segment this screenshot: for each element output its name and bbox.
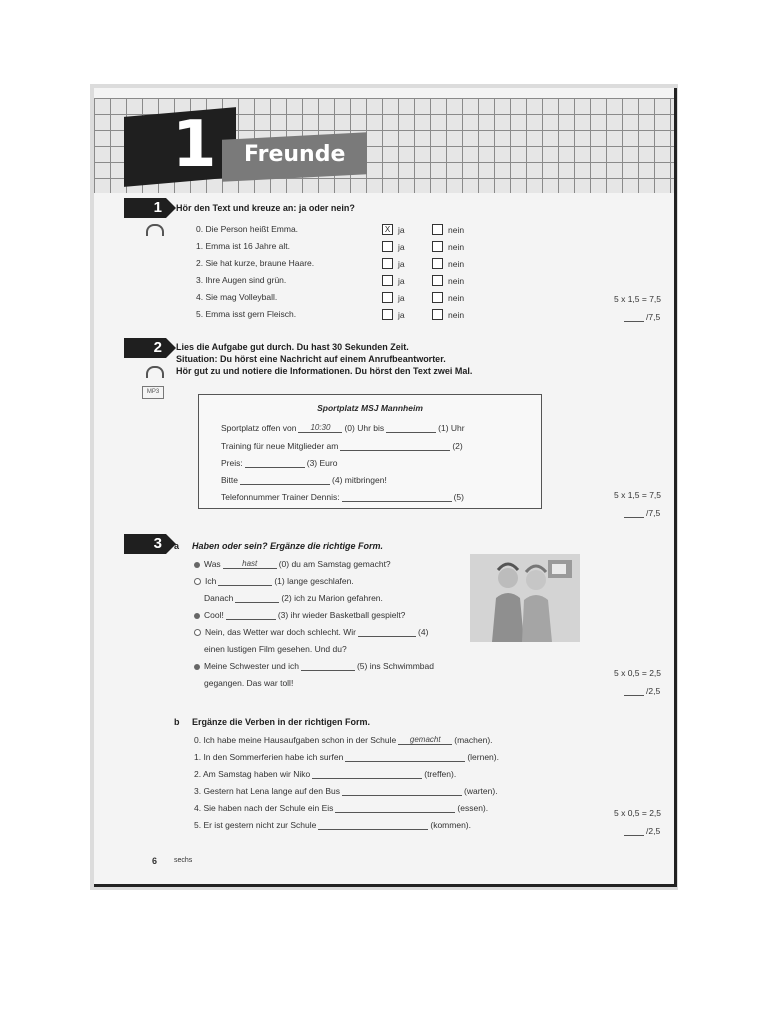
- ja-label-0: ja: [398, 225, 405, 235]
- ex3a-score-blank[interactable]: [624, 686, 644, 696]
- ex3a-line-4-a: Cool!: [204, 610, 224, 620]
- answer-blank-1[interactable]: [386, 423, 436, 433]
- nein-checkbox-2[interactable]: [432, 258, 443, 269]
- ex3a-line-4-b: (3) ihr wieder Basketball gespielt?: [277, 610, 406, 620]
- ex3b-blank-2[interactable]: [312, 769, 422, 779]
- info-line-1-a: Sportplatz offen von: [221, 423, 297, 433]
- info-box: [198, 394, 542, 509]
- speaker-a-dot: [194, 613, 200, 619]
- ja-label-4: ja: [398, 293, 405, 303]
- ex3a-line-7: [194, 661, 434, 671]
- nein-checkbox-0[interactable]: [432, 224, 443, 235]
- exercise-2-instruction-2: Situation: Du hörst eine Nachricht auf einem Anrufbeantworter.: [176, 354, 446, 364]
- headphones-icon: [146, 366, 164, 378]
- ex1-item-0: 0. Die Person heißt Emma.: [196, 224, 299, 234]
- ex3b-blank-0[interactable]: gemacht: [398, 735, 452, 745]
- ex3a-line-5-a: Nein, das Wetter war doch schlecht. Wir: [205, 627, 357, 637]
- nein-label-2: nein: [448, 259, 465, 269]
- header-grid-band: [94, 98, 674, 193]
- answer-blank-5[interactable]: [342, 492, 452, 502]
- info-line-3: [221, 458, 337, 468]
- ex3b-score-total: [622, 826, 660, 836]
- nein-label-4: nein: [448, 293, 465, 303]
- ja-checkbox-4[interactable]: [382, 292, 393, 303]
- ex1-item-2: 2. Sie hat kurze, braune Haare.: [196, 258, 315, 268]
- ex2-score-total-text: /7,5: [646, 508, 661, 518]
- ex3b-item-1-b: (lernen).: [467, 752, 499, 762]
- info-line-2-b: (2): [452, 441, 463, 451]
- ex3b-item-1-a: 1. In den Sommerferien habe ich surfen: [194, 752, 344, 762]
- audio-track-badge: MP3: [142, 386, 164, 399]
- ex3b-score-total-text: /2,5: [646, 826, 661, 836]
- ex3b-item-0-a: 0. Ich habe meine Hausaufgaben schon in der Schule: [194, 735, 397, 745]
- ex3a-score-formula: 5 x 0,5 = 2,5: [614, 668, 662, 678]
- ex3b-score-blank[interactable]: [624, 826, 644, 836]
- speaker-a-dot: [194, 562, 200, 568]
- page-number: 6: [152, 856, 158, 866]
- ja-checkbox-3[interactable]: [382, 275, 393, 286]
- ex3a-line-7-a: Meine Schwester und ich: [204, 661, 299, 671]
- info-line-3-a: Preis:: [221, 458, 243, 468]
- ex2-score-formula: 5 x 1,5 = 7,5: [614, 490, 662, 500]
- ex3a-blank-2[interactable]: [235, 593, 279, 603]
- ex3b-item-5-a: 5. Er ist gestern nicht zur Schule: [194, 820, 317, 830]
- ex3a-score-total-text: /2,5: [646, 686, 661, 696]
- info-line-2: [221, 441, 463, 451]
- ex3b-item-5: [194, 820, 471, 830]
- ex3a-line-8: gegangen. Das war toll!: [204, 678, 294, 688]
- exercise-1-instruction: Hör den Text und kreuze an: ja oder nein?: [176, 203, 355, 213]
- exercise-3-number: 3: [124, 534, 166, 554]
- ex3a-blank-5[interactable]: [301, 661, 355, 671]
- info-line-4-a: Bitte: [221, 475, 239, 485]
- worksheet-page: [94, 88, 677, 887]
- page-word: sechs: [174, 857, 193, 864]
- ja-label-3: ja: [398, 276, 405, 286]
- info-line-3-b: (3) Euro: [306, 458, 338, 468]
- ex1-item-3: 3. Ihre Augen sind grün.: [196, 275, 287, 285]
- answer-blank-2[interactable]: [340, 441, 450, 451]
- speaker-b-dot: [194, 578, 201, 585]
- ex3a-line-2: [194, 576, 354, 586]
- ja-label-5: ja: [398, 310, 405, 320]
- ja-checkbox-5[interactable]: [382, 309, 393, 320]
- ex3a-line-1-b: (0) du am Samstag gemacht?: [278, 559, 391, 569]
- ex1-item-4: 4. Sie mag Volleyball.: [196, 292, 278, 302]
- ex3b-item-5-b: (kommen).: [430, 820, 471, 830]
- ja-checkbox-2[interactable]: [382, 258, 393, 269]
- ex3a-line-1-a: Was: [204, 559, 221, 569]
- nein-checkbox-3[interactable]: [432, 275, 443, 286]
- exercise-3b-letter: b: [174, 717, 180, 727]
- ex3a-line-4: [194, 610, 405, 620]
- ex3b-blank-1[interactable]: [345, 752, 465, 762]
- ex3a-blank-4[interactable]: [358, 627, 416, 637]
- exercise-3a-instruction: Haben oder sein? Ergänze die richtige Form.: [192, 541, 384, 551]
- ex3b-item-2-b: (treffen).: [424, 769, 457, 779]
- speaker-b-dot: [194, 629, 201, 636]
- ex2-score-total: [622, 508, 660, 518]
- ex3b-blank-3[interactable]: [342, 786, 462, 796]
- nein-label-0: nein: [448, 225, 465, 235]
- ex1-item-5: 5. Emma isst gern Fleisch.: [196, 309, 297, 319]
- ja-checkbox-0[interactable]: X: [382, 224, 393, 235]
- exercise-2-number: 2: [124, 338, 166, 358]
- info-line-2-a: Training für neue Mitglieder am: [221, 441, 339, 451]
- ex3b-item-2-a: 2. Am Samstag haben wir Niko: [194, 769, 311, 779]
- nein-checkbox-5[interactable]: [432, 309, 443, 320]
- exercise-3b-instruction: Ergänze die Verben in der richtigen Form.: [192, 717, 371, 727]
- ex3b-item-0-b: (machen).: [454, 735, 493, 745]
- ja-label-1: ja: [398, 242, 405, 252]
- info-line-4: [221, 475, 387, 485]
- ex3a-line-5: [194, 627, 428, 637]
- nein-checkbox-4[interactable]: [432, 292, 443, 303]
- ex3a-score-total: [622, 686, 660, 696]
- exercise-2-instruction-3: Hör gut zu und notiere die Informationen. Du hörst den Text zwei Mal.: [176, 366, 473, 376]
- info-line-5-a: Telefonnummer Trainer Dennis:: [221, 492, 340, 502]
- ja-checkbox-1[interactable]: [382, 241, 393, 252]
- ex3b-item-4: [194, 803, 488, 813]
- info-line-1-b: (0) Uhr bis: [344, 423, 385, 433]
- exercise-1-number: 1: [124, 198, 166, 218]
- ex3b-score-formula: 5 x 0,5 = 2,5: [614, 808, 662, 818]
- ex3b-blank-4[interactable]: [335, 803, 455, 813]
- ex3a-line-6: einen lustigen Film gesehen. Und du?: [204, 644, 347, 654]
- answer-blank-0[interactable]: 10:30: [298, 423, 342, 433]
- unit-number: 1: [172, 108, 217, 182]
- ex3b-item-4-b: (essen).: [457, 803, 489, 813]
- exercise-3a-letter: a: [174, 541, 180, 551]
- speaker-a-dot: [194, 664, 200, 670]
- ex3a-line-7-b: (5) ins Schwimmbad: [356, 661, 434, 671]
- info-box-title: Sportplatz MSJ Mannheim: [317, 403, 423, 413]
- headphones-icon: [146, 224, 164, 236]
- ex3b-item-0: [194, 735, 493, 745]
- ex3a-blank-1[interactable]: [218, 576, 272, 586]
- ex3a-blank-3[interactable]: [226, 610, 276, 620]
- ex2-score-blank[interactable]: [624, 508, 644, 518]
- info-line-5: [221, 492, 464, 502]
- ex3b-item-3: [194, 786, 498, 796]
- ex1-item-1: 1. Emma ist 16 Jahre alt.: [196, 241, 291, 251]
- answer-blank-3[interactable]: [245, 458, 305, 468]
- ex3a-blank-0[interactable]: hast: [223, 559, 277, 569]
- ex3a-line-2-b: (1) lange geschlafen.: [274, 576, 354, 586]
- ex3b-item-3-b: (warten).: [464, 786, 498, 796]
- unit-title: Freunde: [244, 142, 346, 167]
- info-line-1-c: (1) Uhr: [438, 423, 465, 433]
- nein-label-3: nein: [448, 276, 465, 286]
- ex3b-item-2: [194, 769, 456, 779]
- ex3a-line-3: [204, 593, 383, 603]
- nein-label-5: nein: [448, 310, 465, 320]
- ex3a-line-1: [194, 559, 391, 569]
- ex1-score-formula: 5 x 1,5 = 7,5: [614, 294, 662, 304]
- exercise-2-instruction-1: Lies die Aufgabe gut durch. Du hast 30 Sekunden Zeit.: [176, 342, 409, 352]
- info-line-1: [221, 423, 465, 433]
- ex3a-line-5-b: (4): [418, 627, 429, 637]
- ex3a-line-3-b: (2) ich zu Marion gefahren.: [281, 593, 383, 603]
- nein-label-1: nein: [448, 242, 465, 252]
- info-line-5-b: (5): [453, 492, 464, 502]
- ex3a-line-3-a: Danach: [204, 593, 234, 603]
- ja-label-2: ja: [398, 259, 405, 269]
- ex3b-item-1: [194, 752, 499, 762]
- info-line-4-b: (4) mitbringen!: [332, 475, 387, 485]
- nein-checkbox-1[interactable]: [432, 241, 443, 252]
- ex3b-item-3-a: 3. Gestern hat Lena lange auf den Bus: [194, 786, 341, 796]
- ex1-score-blank[interactable]: [624, 312, 644, 322]
- ex1-score-total: [622, 312, 660, 322]
- answer-blank-4[interactable]: [240, 475, 330, 485]
- two-girls-illustration: [470, 554, 580, 642]
- ex1-score-total-text: /7,5: [646, 312, 661, 322]
- ex3b-blank-5[interactable]: [318, 820, 428, 830]
- ex3b-item-4-a: 4. Sie haben nach der Schule ein Eis: [194, 803, 334, 813]
- ex3a-line-2-a: Ich: [205, 576, 217, 586]
